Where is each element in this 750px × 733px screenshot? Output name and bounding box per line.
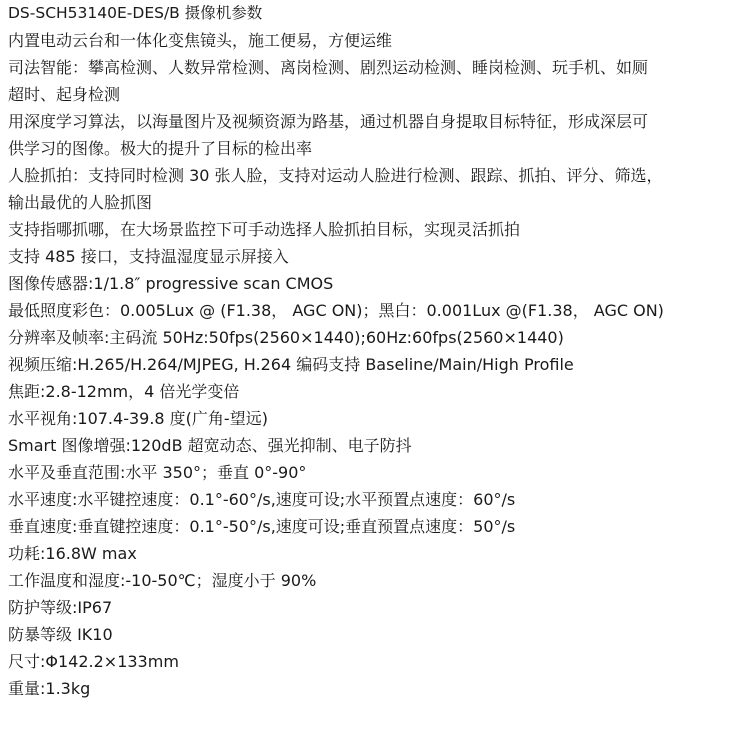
spec-line-focal-length: 焦距:2.8-12mm，4 倍光学变倍: [8, 382, 240, 401]
spec-line-rs485: 支持 485 接口，支持温湿度显示屏接入: [8, 247, 289, 266]
spec-line-dimensions: 尺寸:Φ142.2×133mm: [8, 652, 179, 671]
spec-line-weight: 重量:1.3kg: [8, 679, 91, 698]
spec-line-deep-learning-cont: 供学习的图像。极大的提升了目标的检出率: [8, 139, 313, 158]
spec-line-smart-enhance: Smart 图像增强:120dB 超宽动态、强光抑制、电子防抖: [8, 436, 412, 455]
spec-line-field-of-view: 水平视角:107.4-39.8 度(广角-望远): [8, 409, 268, 428]
spec-line-sensor: 图像传感器:1/1.8″ progressive scan CMOS: [8, 274, 334, 293]
spec-document: [8, 0, 744, 702]
spec-line-min-illumination: 最低照度彩色：0.005Lux @ (F1.38， AGC ON)；黑白：0.001Lux @(F1.38， AGC ON): [8, 301, 664, 320]
spec-line-point-capture: 支持指哪抓哪，在大场景监控下可手动选择人脸抓拍目标，实现灵活抓拍: [8, 220, 521, 239]
spec-line-pan-tilt-range: 水平及垂直范围:水平 350°；垂直 0°-90°: [8, 463, 307, 482]
spec-line-ik-rating: 防暴等级 IK10: [8, 625, 113, 644]
spec-line-compression: 视频压缩:H.265/H.264/MJPEG, H.264 编码支持 Baseline/Main/High Profile: [8, 355, 574, 374]
spec-line-deep-learning: 用深度学习算法，以海量图片及视频资源为路基，通过机器自身提取目标特征，形成深层可: [8, 112, 649, 131]
spec-line-ptz-lens: 内置电动云台和一体化变焦镜头，施工便易，方便运维: [8, 31, 393, 50]
spec-line-resolution: 分辨率及帧率:主码流 50Hz:50fps(2560×1440);60Hz:60fps(2560×1440): [8, 328, 564, 347]
spec-line-face-capture-cont: 输出最优的人脸抓图: [8, 193, 153, 212]
document-title: DS-SCH53140E-DES/B 摄像机参数: [8, 4, 263, 22]
spec-line-power: 功耗:16.8W max: [8, 544, 137, 563]
spec-line-ip-rating: 防护等级:IP67: [8, 598, 113, 617]
spec-line-face-capture: 人脸抓拍：支持同时检测 30 张人脸，支持对运动人脸进行检测、跟踪、抓拍、评分、筛选，: [8, 166, 663, 185]
spec-line-judicial-smart-cont: 超时、起身检测: [8, 85, 121, 104]
spec-line-operating-conditions: 工作温度和湿度:-10-50℃；湿度小于 90%: [8, 571, 317, 590]
spec-line-tilt-speed: 垂直速度:垂直键控速度：0.1°-50°/s,速度可设;垂直预置点速度：50°/s: [8, 517, 516, 536]
spec-line-judicial-smart: 司法智能：攀高检测、人数异常检测、离岗检测、剧烈运动检测、睡岗检测、玩手机、如厕: [8, 58, 649, 77]
spec-line-pan-speed: 水平速度:水平键控速度：0.1°-60°/s,速度可设;水平预置点速度：60°/s: [8, 490, 516, 509]
